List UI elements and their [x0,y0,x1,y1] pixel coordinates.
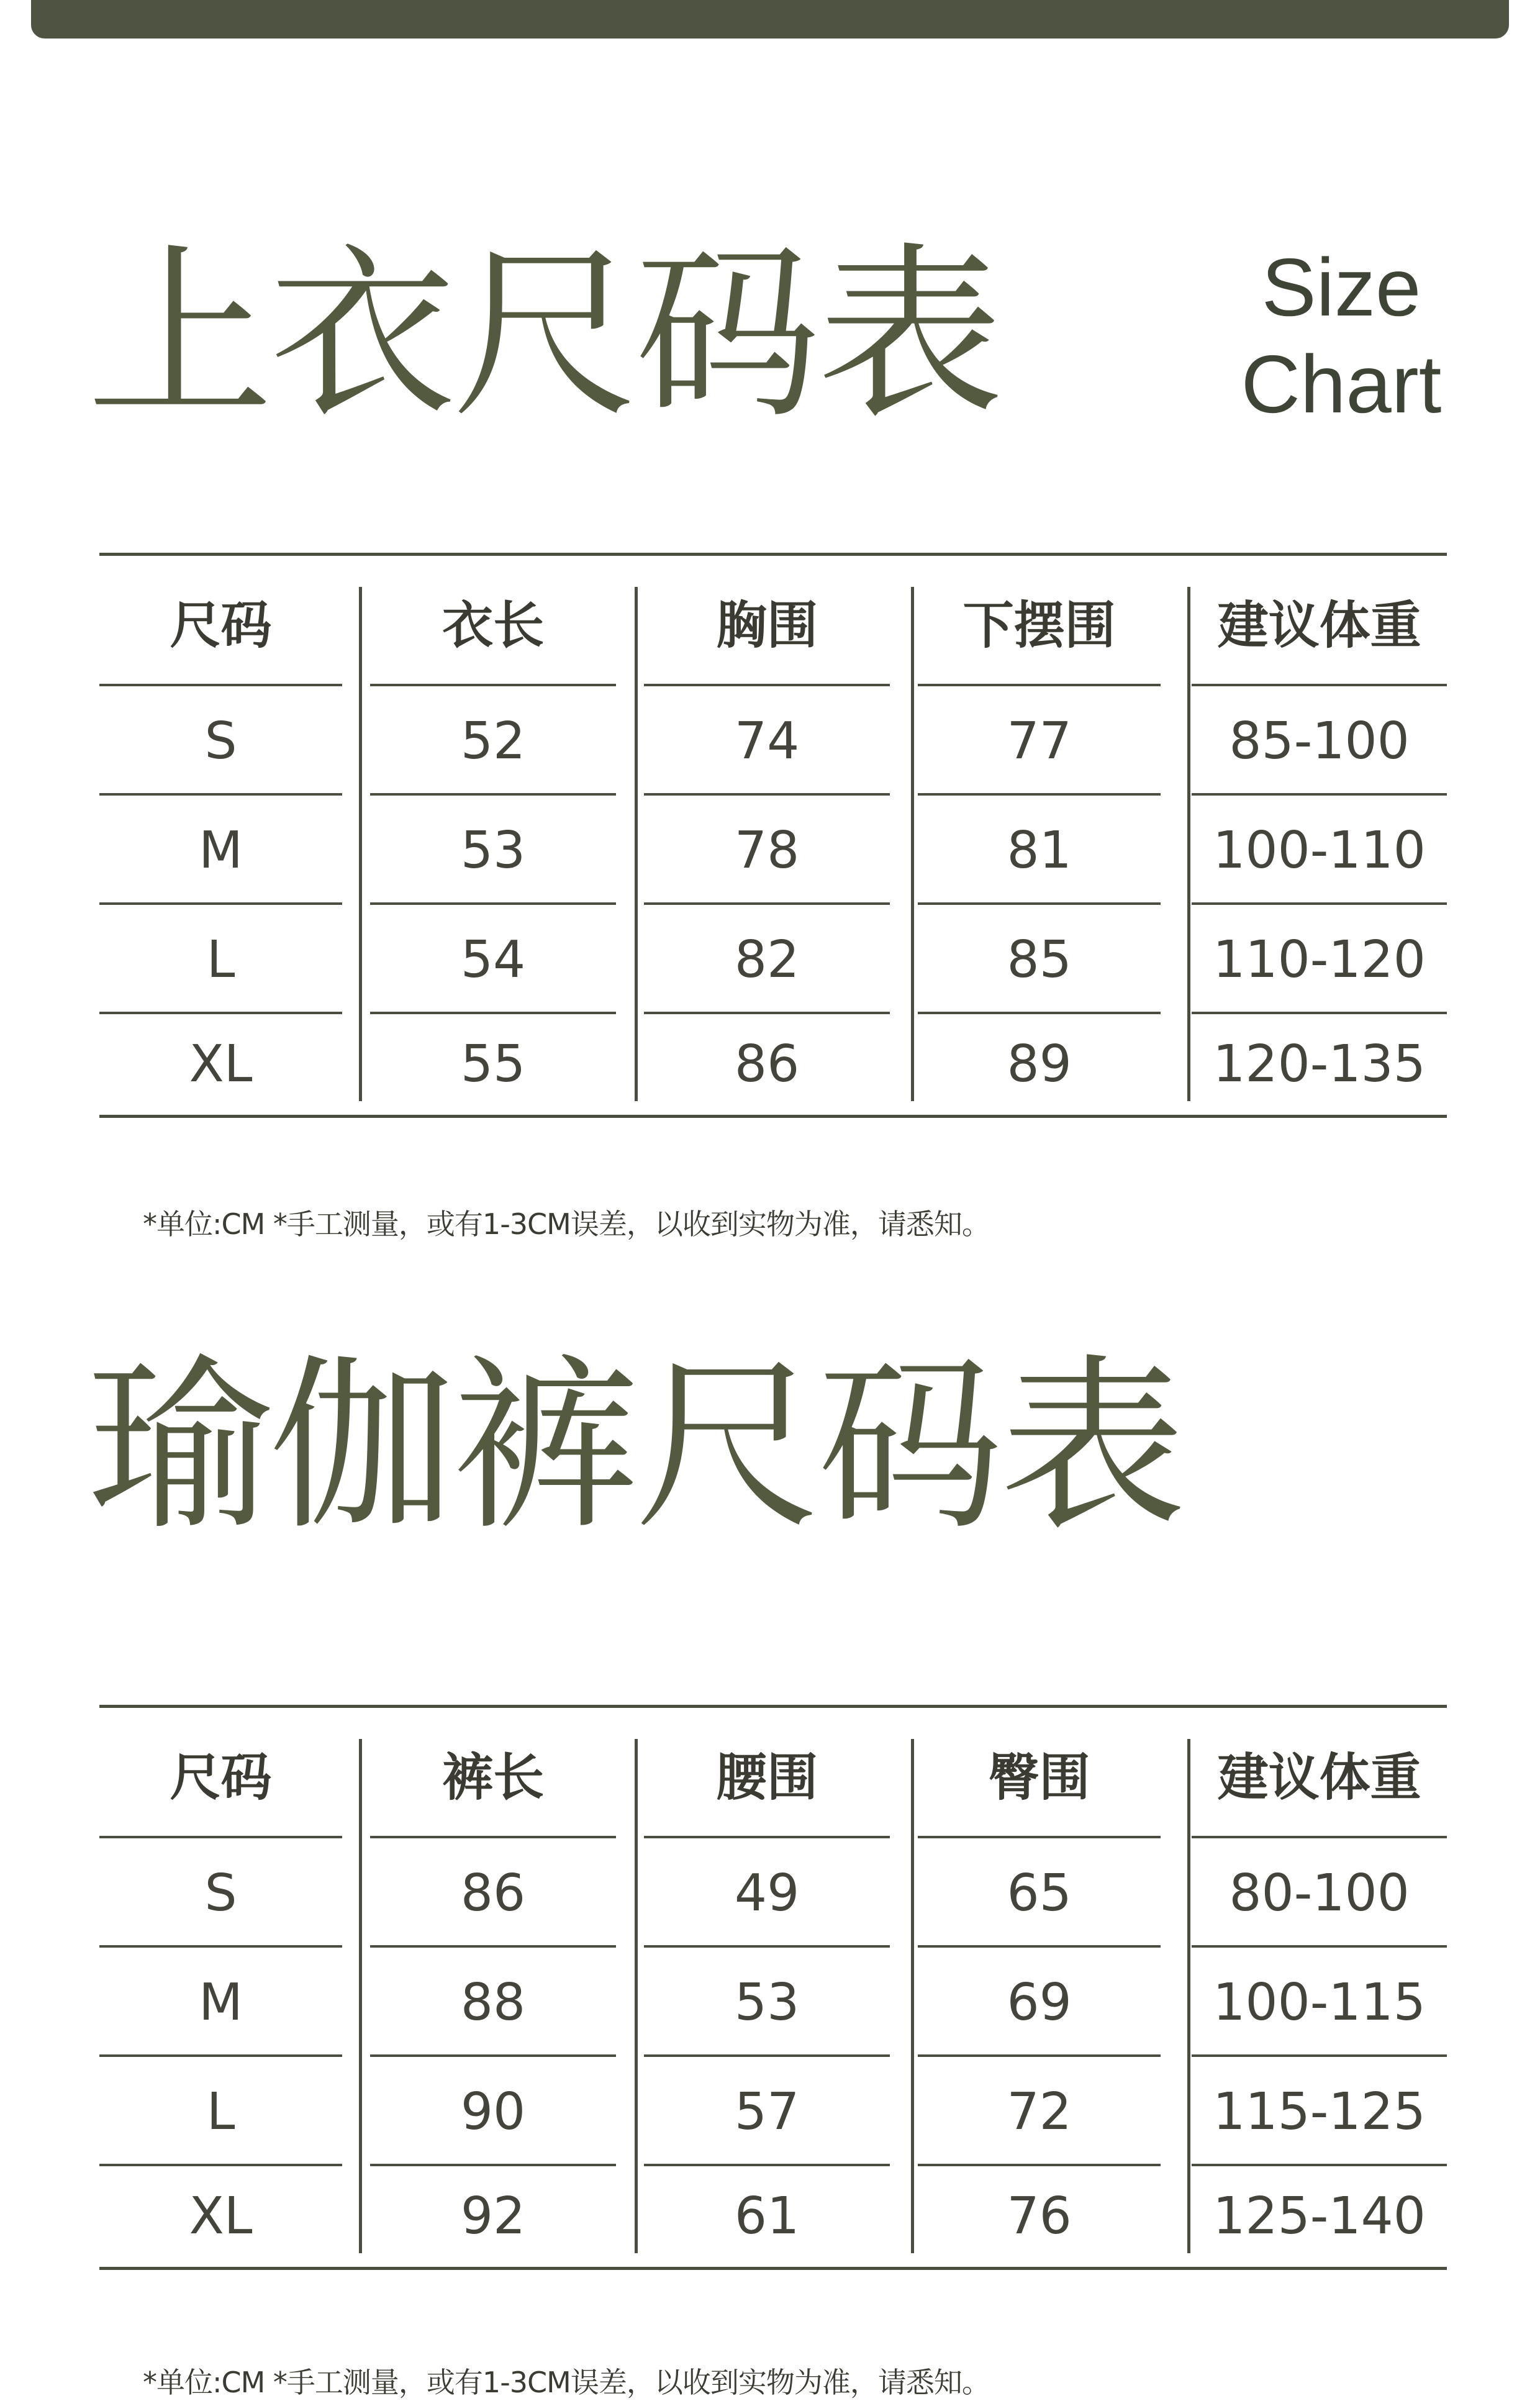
table-cell: 57 [644,2057,890,2166]
table-row [99,686,1447,796]
table-cell: L [99,905,342,1014]
table-row [99,2166,1447,2266]
table-row [99,2057,1447,2166]
table-cell: 53 [370,796,616,905]
top-size-table [99,553,1447,1118]
table-cell: 90 [370,2057,616,2166]
table-cell: M [99,1948,342,2057]
table-cell: 110-120 [1192,905,1447,1014]
header-cell-length: 衣长 [370,556,616,686]
table-cell: 72 [918,2057,1161,2166]
english-title-line2: Chart [1241,338,1442,430]
english-title-line1: Size [1261,242,1421,333]
table-cell: 53 [644,1948,890,2057]
table-cell: 49 [644,1838,890,1948]
table-cell: 76 [1007,2186,1072,2246]
table-header-row [99,556,1447,686]
table-cell: M [99,796,342,905]
table-cell: 52 [370,686,616,796]
table-cell: 86 [734,1034,800,1094]
table-cell: 65 [918,1838,1161,1948]
bottom-size-table [99,1705,1447,2270]
table-cell: 100-110 [1192,796,1447,905]
table-cell: L [99,2057,342,2166]
table-cell: 74 [644,686,890,796]
table-header-row [99,1708,1447,1838]
bottom-size-chart-title: 瑜伽裤尺码表 [87,1338,1182,1555]
english-title [1217,239,1465,433]
measurement-note: *单位:CM *手工测量，或有1-3CM误差，以收到实物为准，请悉知。 [143,1207,990,1241]
table-cell: 77 [918,686,1161,796]
table-row [99,1948,1447,2057]
header-cell-size: 尺码 [99,556,342,686]
header-cell-chest: 胸围 [644,556,890,686]
table-cell: 80-100 [1192,1838,1447,1948]
table-cell: 92 [460,2186,526,2246]
table-cell: 82 [644,905,890,1014]
header-cell-weight: 建议体重 [1192,1708,1447,1838]
measurement-note: *单位:CM *手工测量，或有1-3CM误差，以收到实物为准，请悉知。 [143,2366,990,2399]
table-row [99,1014,1447,1114]
table-cell: 115-125 [1192,2057,1447,2166]
table-cell: 89 [1007,1034,1072,1094]
table-cell: 81 [918,796,1161,905]
header-cell-size: 尺码 [99,1708,342,1838]
table-cell: 88 [370,1948,616,2057]
top-accent-bar [31,0,1509,39]
header-cell-pants-length: 裤长 [370,1708,616,1838]
table-row [99,796,1447,905]
header-cell-weight: 建议体重 [1192,556,1447,686]
table-cell: XL [189,1034,253,1094]
table-cell: 54 [370,905,616,1014]
top-size-chart-title: 上衣尺码表 [87,227,1000,443]
table-cell: XL [189,2186,253,2246]
table-cell: 100-115 [1192,1948,1447,2057]
table-cell: 78 [644,796,890,905]
table-cell: 120-135 [1213,1034,1426,1094]
header-cell-hem: 下摆围 [918,556,1161,686]
header-cell-waist: 腰围 [644,1708,890,1838]
table-cell: 55 [460,1034,526,1094]
table-cell: S [99,1838,342,1948]
table-cell: 85-100 [1192,686,1447,796]
table-cell: 125-140 [1213,2186,1426,2246]
table-row [99,1838,1447,1948]
table-cell: 86 [370,1838,616,1948]
table-cell: 85 [918,905,1161,1014]
table-cell: 69 [918,1948,1161,2057]
table-row [99,905,1447,1014]
table-cell: 61 [734,2186,800,2246]
table-cell: S [99,686,342,796]
header-cell-hip: 臀围 [918,1708,1161,1838]
